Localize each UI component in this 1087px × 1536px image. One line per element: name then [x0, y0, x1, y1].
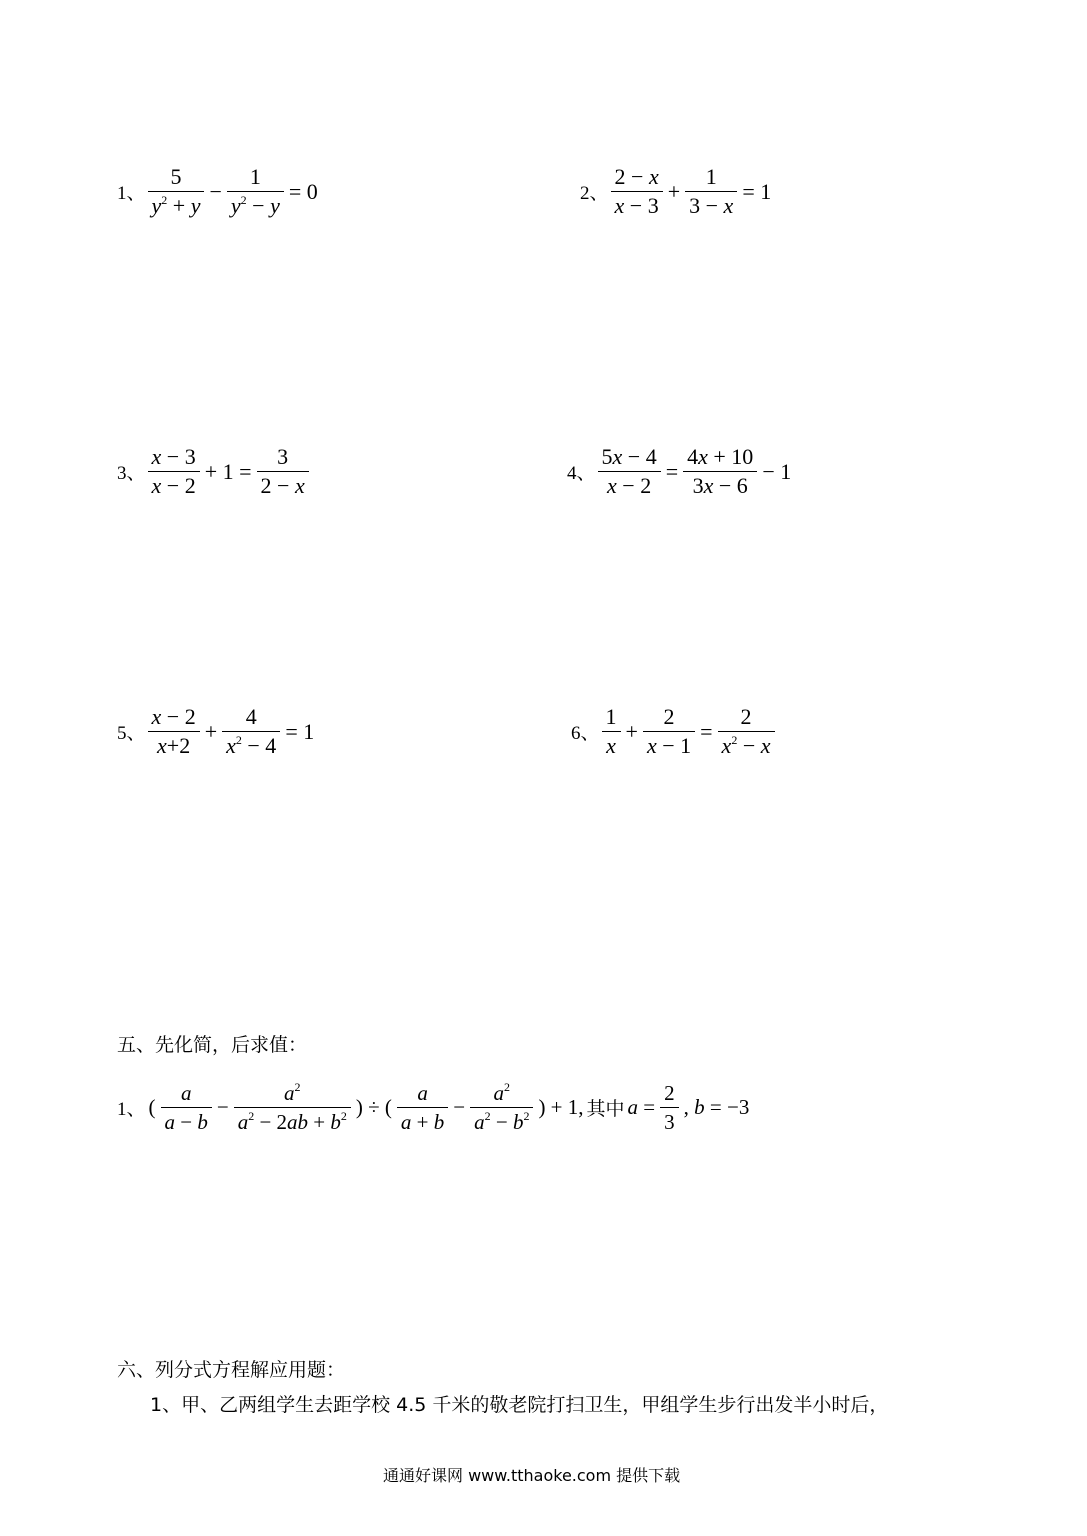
- fraction: $\frac{x - 2}{x+2}$: [148, 703, 200, 760]
- fraction: $\frac{5}{y^2 + y}$: [148, 163, 205, 220]
- fraction: $\frac{1}{x}$: [602, 703, 621, 760]
- fraction: $\frac{a^2}{a^2 - b^2}$: [470, 1079, 533, 1136]
- fraction: $\frac{2}{3}$: [660, 1079, 679, 1136]
- equation-4: 4、 $\frac{5x - 4}{x - 2}$ = $\frac{4x + 10}{3x - 6}$ − 1: [567, 444, 792, 498]
- equation-5: 5、 $\frac{x - 2}{x+2}$ + $\frac{4}{x^2 - 4}$ = 1: [117, 704, 315, 758]
- fraction: $\frac{4}{x^2 - 4}$: [222, 703, 280, 760]
- fraction: $\frac{5x - 4}{x - 2}$: [598, 443, 661, 500]
- equation-6: 6、 $\frac{1}{x}$ + $\frac{2}{x - 1}$ = $\frac{2}{x^2 - x}$: [571, 703, 777, 760]
- word-problem-1: 1、甲、乙两组学生去距学校 4.5 千米的敬老院打扫卫生，甲组学生步行出发半小时后，: [150, 1394, 889, 1416]
- problem-label: 5、: [117, 723, 146, 744]
- fraction: $\frac{1}{3 - x}$: [685, 163, 737, 220]
- section-5-heading: 五、先化简，后求值：: [117, 1034, 308, 1056]
- fraction: $\frac{2}{x - 1}$: [643, 703, 695, 760]
- fraction: $\frac{4x + 10}{3x - 6}$: [683, 443, 757, 500]
- equation-1: 1、 $\frac{5}{y^2 + y}$ − $\frac{1}{y^2 - y}$ = 0: [117, 164, 318, 218]
- fraction: $\frac{2 - x}{x - 3}$: [611, 163, 663, 220]
- problem-label: 1、: [117, 183, 146, 204]
- section-6-heading: 六、列分式方程解应用题：: [117, 1359, 346, 1381]
- problem-label: 2、: [580, 183, 609, 204]
- problem-label: 1、: [117, 1099, 146, 1120]
- fraction: $\frac{3}{2 - x}$: [257, 443, 309, 500]
- page-footer: 通通好课网 www.tthaoke.com 提供下载: [383, 1466, 681, 1485]
- fraction: $\frac{a}{a - b}$: [161, 1079, 212, 1136]
- problem-label: 6、: [571, 723, 600, 744]
- equation-3: 3、 $\frac{x - 3}{x - 2}$ + 1 = $\frac{3}{2 - x}$: [117, 443, 311, 500]
- fraction: $\frac{1}{y^2 - y}$: [227, 163, 284, 220]
- equation-2: 2、 $\frac{2 - x}{x - 3}$ + $\frac{1}{3 - x}$ = 1: [580, 164, 772, 218]
- problem-label: 3、: [117, 463, 146, 484]
- fraction: $\frac{a^2}{a^2 - 2ab + b^2}$: [234, 1079, 351, 1136]
- problem-label: 4、: [567, 463, 596, 484]
- where-text: 其中: [586, 1098, 625, 1120]
- simplify-expression: 1、 ( $\frac{a}{a - b}$ − $\frac{a^2}{a^2 - 2ab + b^2}$ ) ÷ ( $\frac{a}{a + b}$ − $\frac{a^2}{a^2 - b^2}$ ) + 1, 其中 a = $\frac{2}{3}$ , b = −3: [117, 1080, 750, 1134]
- fraction: $\frac{x - 3}{x - 2}$: [148, 443, 200, 500]
- fraction: $\frac{2}{x^2 - x}$: [718, 703, 775, 760]
- fraction: $\frac{a}{a + b}$: [397, 1079, 448, 1136]
